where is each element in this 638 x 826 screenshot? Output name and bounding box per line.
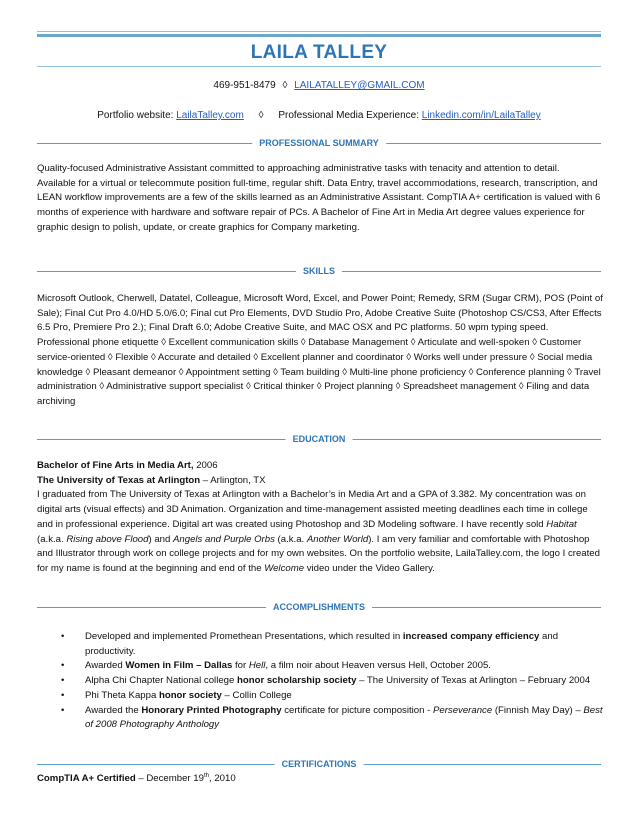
summary-block	[37, 162, 603, 236]
certification-name: CompTIA A+ Certified	[37, 773, 136, 784]
applicant-name: LAILA TALLEY	[250, 42, 388, 63]
section-skills-header	[37, 264, 601, 278]
education-block	[37, 459, 603, 577]
section-certifications-header	[37, 757, 601, 771]
school-location: – Arlington, TX	[200, 474, 266, 486]
section-education-title: EDUCATION	[286, 432, 353, 446]
summary-paragraph-2: Available for a virtual or telecommute position full-time, regular shift. Data Entry, travel accommodations, research, transcription, and LEAN workflow improvements are a few of the skills learned as an Administrative Assistant. CompTIA A+ certification is valued with 6 months of experience with hardware and software repair of PCs. A Bachelor of Fine Art in Media Art degree values experience for graphic design to polish, update, or create graphics for Company marketing.	[37, 177, 601, 233]
artwork-title: Another World	[306, 533, 369, 545]
header-rule-thick	[37, 34, 601, 37]
education-description: I graduated from The University of Texas at Arlington with a Bachelor’s in Media Art and a GPA of 3.382. My concentration was on digital arts (visual effects) and 3D Animation. Organization and time-management assisted meeting deadlines each time in college and in professional experience. Digital art was created using Photoshop and 3D Modeling software. I have recently sold Habitat (a.k.a. Rising above Flood) and Angels and Purple Orbs (a.k.a. Another World). I am very familiar and comfortable with Photoshop and Illustrator through work on college projects and for my own websites. On the portfolio website, LailaTalley.com, the logo I created for my name is found at the beginning and end of the Welcome video under the Video Gallery.	[37, 489, 600, 574]
list-item: • Awarded Women in Film – Dallas for Hell, a film noir about Heaven versus Hell, October 2005.	[37, 659, 603, 674]
linkedin-link[interactable]: Linkedin.com/in/LailaTalley	[421, 110, 541, 121]
section-summary-header	[37, 136, 601, 150]
diamond-separator: ◊	[258, 110, 264, 121]
section-accomplishments-header	[37, 600, 601, 614]
skills-software-paragraph: Microsoft Outlook, Cherwell, Datatel, Colleague, Microsoft Word, Excel, and Power Point; Remedy, SRM (Sugar CRM), POS (Point of Sale); Final Cut Pro 4.0/HD 5.0/6.0; Final cut Pro Elements, DVD Studio Pro, Adobe Creative Suite (Photoshop CS/CS3, After Effects 6.5 Pro, Premiere Pro 2.); Final Draft 6.0; Adobe Creative Suite, and MAC OSX and PC platforms. 50 wpm typing speed.	[37, 293, 603, 334]
diamond-separator: ◊	[282, 80, 288, 91]
section-skills-title: SKILLS	[296, 264, 342, 278]
artwork-title: Rising above Flood	[66, 533, 149, 545]
section-certifications-title: CERTIFICATIONS	[275, 757, 364, 771]
degree-name: Bachelor of Fine Arts in Media Art,	[37, 460, 194, 471]
school-name: The University of Texas at Arlington	[37, 474, 201, 486]
accomplishments-block	[37, 630, 603, 733]
list-item: • Alpha Chi Chapter National college honor scholarship society – The University of Texas at Arlington – February 2004	[37, 674, 603, 689]
skills-block	[37, 292, 603, 410]
contact-line	[0, 80, 638, 91]
accomplishments-list	[37, 630, 603, 733]
portfolio-line	[0, 110, 638, 121]
list-item: • Developed and implemented Promethean Presentations, which resulted in increased company efficiency and productivity.	[37, 630, 603, 659]
degree-year: 2006	[193, 460, 218, 471]
list-item: • Phi Theta Kappa honor society – Collin College	[37, 689, 603, 704]
portfolio-label: Portfolio website:	[97, 110, 174, 121]
video-title: Welcome	[264, 562, 305, 574]
certifications-block	[37, 772, 603, 787]
artwork-title: Angels and Purple Orbs	[173, 533, 275, 545]
skills-soft-paragraph: Professional phone etiquette ◊ Excellent communication skills ◊ Database Management ◊ Articulate and well-spoken ◊ Customer service-oriented ◊ Flexible ◊ Accurate and detailed ◊ Excellent planner and coordinator ◊ Works well under pressure ◊ Social media knowledge ◊ Pleasant demeanor ◊ Appointment setting ◊ Team building ◊ Multi-line phone proficiency ◊ Conference planning ◊ Travel administration ◊ Administrative support specialist ◊ Critical thinker ◊ Project planning ◊ Spreadsheet management ◊ Filing and data archiving	[37, 337, 601, 407]
list-item: • Awarded the Honorary Printed Photography certificate for picture composition - Perseverance (Finnish May Day) – Best of 2008 Photography Anthology	[37, 704, 603, 733]
section-summary-title: PROFESSIONAL SUMMARY	[252, 136, 386, 150]
portfolio-link[interactable]: LailaTalley.com	[176, 110, 244, 121]
header-rule-top	[37, 31, 601, 32]
email-link[interactable]: LAILATALLEY@GMAIL.COM	[294, 80, 425, 91]
summary-paragraph-1: Quality-focused Administrative Assistant committed to approaching administrative tasks with tenacity and attention to detail.	[37, 163, 560, 174]
education-school-line	[37, 474, 603, 489]
section-accomplishments-title: ACCOMPLISHMENTS	[266, 600, 372, 614]
section-education-header	[37, 432, 601, 446]
header-rule-bottom	[37, 66, 601, 67]
experience-label: Professional Media Experience:	[278, 110, 419, 121]
education-degree-line	[37, 459, 603, 474]
phone-number: 469-951-8479	[213, 80, 276, 91]
artwork-title: Habitat	[546, 518, 577, 530]
certification-line: CompTIA A+ Certified – December 19th, 2010	[37, 772, 236, 784]
